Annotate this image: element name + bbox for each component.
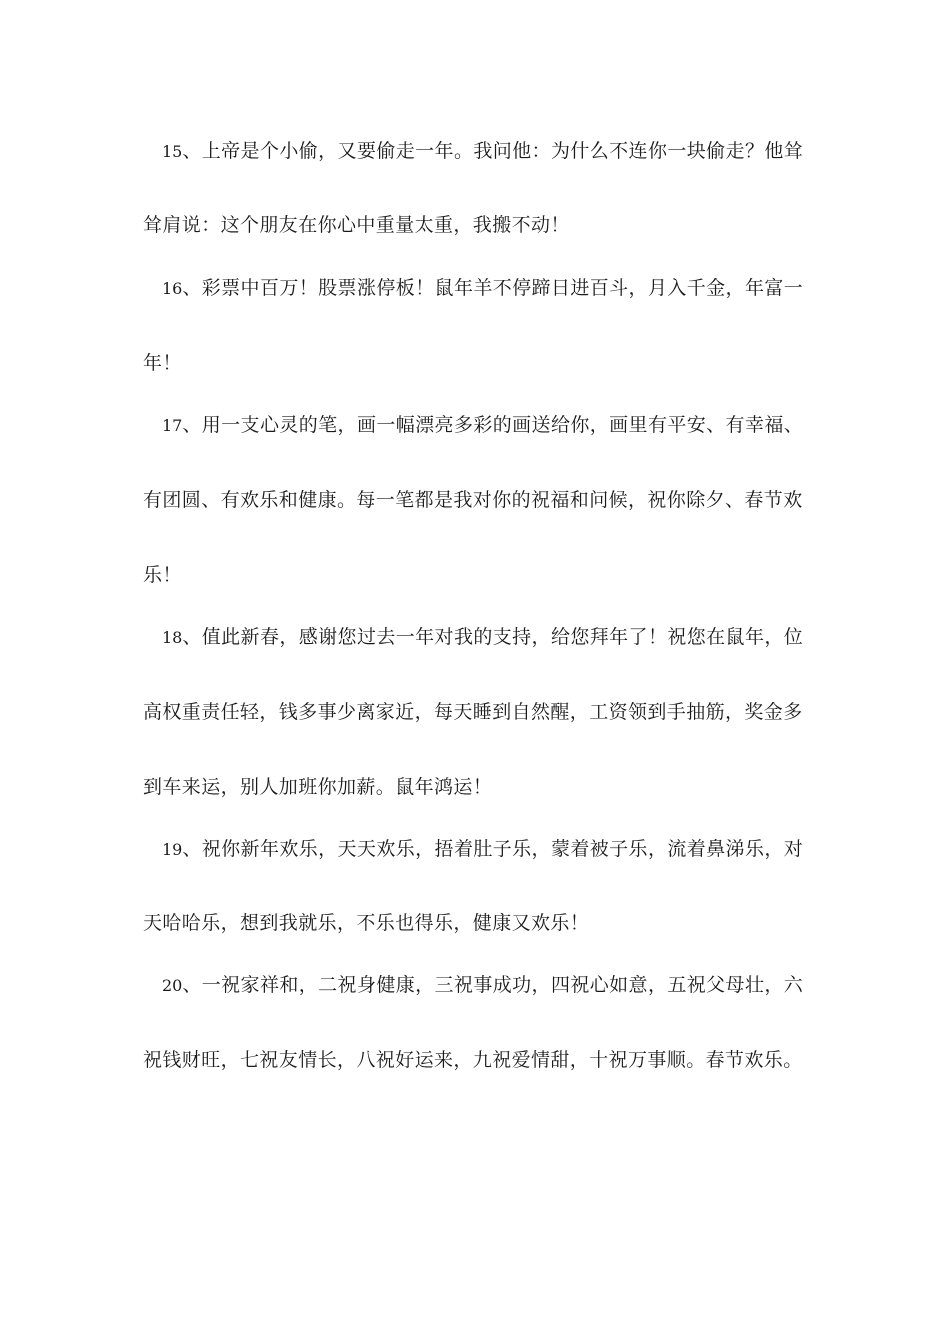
paragraph-text: 、上帝是个小偷，又要偷走一年。我问他：为什么不连你一块偷走？他耸 [182,140,803,162]
paragraph-15-line-2: 耸肩说：这个朋友在你心中重量太重，我搬不动！ [143,214,570,236]
paragraph-18-line-1 [162,625,803,650]
paragraph-number: 19 [162,840,183,859]
paragraph-number: 15 [162,142,183,161]
paragraph-16-line-1 [162,276,803,301]
paragraph-text: 、彩票中百万！股票涨停板！鼠年羊不停蹄日进百斗，月入千金，年富一 [182,277,803,299]
paragraph-number: 16 [162,279,183,298]
paragraph-text: 、用一支心灵的笔，画一幅漂亮多彩的画送给你，画里有平安、有幸福、 [182,414,803,436]
paragraph-20-line-2: 祝钱财旺，七祝友情长，八祝好运来，九祝爱情甜，十祝万事顺。春节欢乐。 [143,1049,803,1071]
paragraph-text: 、一祝家祥和，二祝身健康，三祝事成功，四祝心如意，五祝父母壮，六 [182,974,803,996]
paragraph-17-line-3: 乐！ [143,564,182,586]
paragraph-17-line-2: 有团圆、有欢乐和健康。每一笔都是我对你的祝福和问候，祝你除夕、春节欢 [143,489,803,511]
paragraph-18-line-2: 高权重责任轻，钱多事少离家近，每天睡到自然醒，工资领到手抽筋，奖金多 [143,701,803,723]
paragraph-number: 20 [162,976,183,995]
paragraph-18-line-3: 到车来运，别人加班你加薪。鼠年鸿运！ [143,776,493,798]
paragraph-15-line-1 [162,139,803,164]
paragraph-20-line-1 [162,973,803,998]
paragraph-number: 18 [162,628,183,647]
paragraph-17-line-1 [162,413,803,438]
paragraph-text: 、祝你新年欢乐，天天欢乐，捂着肚子乐，蒙着被子乐，流着鼻涕乐，对 [182,838,803,860]
paragraph-16-line-2: 年！ [143,352,182,374]
paragraph-19-line-2: 天哈哈乐，想到我就乐，不乐也得乐，健康又欢乐！ [143,912,590,934]
paragraph-19-line-1 [162,837,803,862]
paragraph-text: 、值此新春，感谢您过去一年对我的支持，给您拜年了！祝您在鼠年，位 [182,626,803,648]
paragraph-number: 17 [162,416,183,435]
